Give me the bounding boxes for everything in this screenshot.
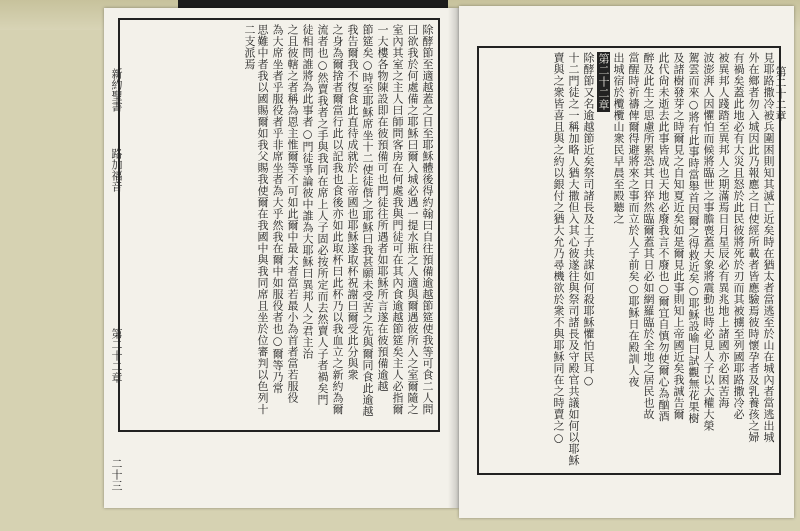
- text-column: 流者也○然賣我者之手與我同在席上人子固必按所定而去然賣人子者禍矣門: [316, 24, 329, 406]
- left-page: [104, 8, 459, 508]
- text-column: 十二門徒之一稱加略人猶大撒但入其心彼遂往與祭司諸長及守殿官共議如何以耶穌: [567, 52, 580, 466]
- text-column: 見耶路撒冷被兵圍困則知其滅亡近矣時在猶太者當逃至於山在城內者當逃出城: [762, 52, 775, 443]
- margin-chapter: 第二十二章: [110, 328, 123, 383]
- text-column: 節筵矣○時至耶穌席坐十二使徒偕之耶穌曰我甚願未受苦之先與爾同食此逾越: [361, 24, 374, 417]
- left-text-frame: [118, 18, 440, 432]
- text-column: 有禍矣蓋此地必有大災且怒於此民彼將死於刃而其被擄至列國耶路撒冷必: [732, 52, 745, 420]
- text-column: 駕雲而來○將有此事時當舉首因爾之得救近矣○耶穌設喻曰試觀無花果樹: [687, 52, 700, 424]
- text-column: 當醒時祈禱俾爾得避將來之事而立於人子前矣○耶穌日在殿訓人夜: [627, 52, 640, 388]
- text-column: 此代尙未逝去此事皆成也天地必廢我言不廢也○爾宜自慎勿使爾心為酗酒: [657, 52, 670, 422]
- margin-book-name: 路加福音: [110, 148, 123, 192]
- section-heading: [597, 52, 610, 469]
- text-column: 出城宿於欖欖山衆民早晨至殿聽之: [612, 52, 625, 225]
- text-column: 外在鄉者勿入城因此乃報應之日使經所載者皆應驗焉彼時懷孕者及乳養孩之婦: [747, 52, 760, 443]
- text-column: 思難中者我以國賜爾如我父賜我使爾在我國中與我同席且坐於位審判以色列十二支派焉: [243, 24, 269, 415]
- text-column: 波澎湃人因懼怕而候將臨世之事膽喪蓋天象將震動也時必見人子以大權大榮: [702, 52, 715, 432]
- text-column: 醉及此生之思慮所累恐其日猝然臨爾蓋其日必如網羅臨於全地之居民也故: [642, 52, 655, 420]
- section-heading-label: 第二十二章: [597, 53, 610, 111]
- right-text-columns: [483, 52, 775, 469]
- text-column: 一大樓各物陳設即在彼預備可也門徒往所遇者如耶穌所言遂在彼預備逾越: [376, 24, 389, 392]
- margin-book-title: 新約聖書: [110, 68, 123, 112]
- text-column: 之身為爾捨者爾當行此以記我也食後亦如此取杯曰此杯乃以我血立之新約為爾: [331, 24, 344, 415]
- right-text-frame: [477, 46, 781, 475]
- text-column: 曰欲我於何處備之耶穌曰爾入城必遇一提水瓶之人適與爾遇彼所入之室爾隨之: [406, 24, 419, 415]
- text-column: 除酵節至適越蓋之日至耶穌體後得約翰曰自往預備逾越節筵使我等可食二人問: [421, 24, 434, 415]
- text-column: 我告爾我不復食此直待成就於上帝國也耶穌遂取杯祝謝曰爾受此分與衆: [346, 24, 359, 381]
- text-column: 賣與之衆皆喜且與之約以銀付之猶大允乃尋機欲於衆不與耶穌同在之時賣之○: [552, 52, 565, 445]
- text-column: 除酵節又名逾越節近矣祭司諸長及士子共謀如何殺耶穌懼怕民耳○: [582, 52, 595, 388]
- text-column: 及諸樹發芽之時爾見之自知夏近矣如是爾見此事則知上帝國近矣我誠告爾: [672, 52, 685, 420]
- right-page: [459, 6, 794, 518]
- chapter-heading: 第二十二章: [774, 66, 787, 121]
- text-column: 徒相問誰將為此事者○門徒爭論彼中誰為大耶穌曰異邦人之君主治: [301, 24, 314, 360]
- text-column: 之且彼轄之者稱為恩主惟爾等不可如此爾中最大者當若最小為首者當若服役: [286, 24, 299, 404]
- page-number: 二十三: [110, 458, 123, 491]
- left-text-columns: [124, 24, 434, 426]
- text-column: 室內其室之主人曰師問客房在何處我與門徒可在其內食逾越節筵矣主人必指爾: [391, 24, 404, 415]
- text-column: 為大席坐者乎服役者乎非席坐者為大乎然我在爾中如服役者也○爾等乃常: [271, 24, 284, 394]
- text-column: 被異邦人踐踏至異邦人之期滿焉日月星辰必有異兆地上諸國亦必困苦海: [717, 52, 730, 409]
